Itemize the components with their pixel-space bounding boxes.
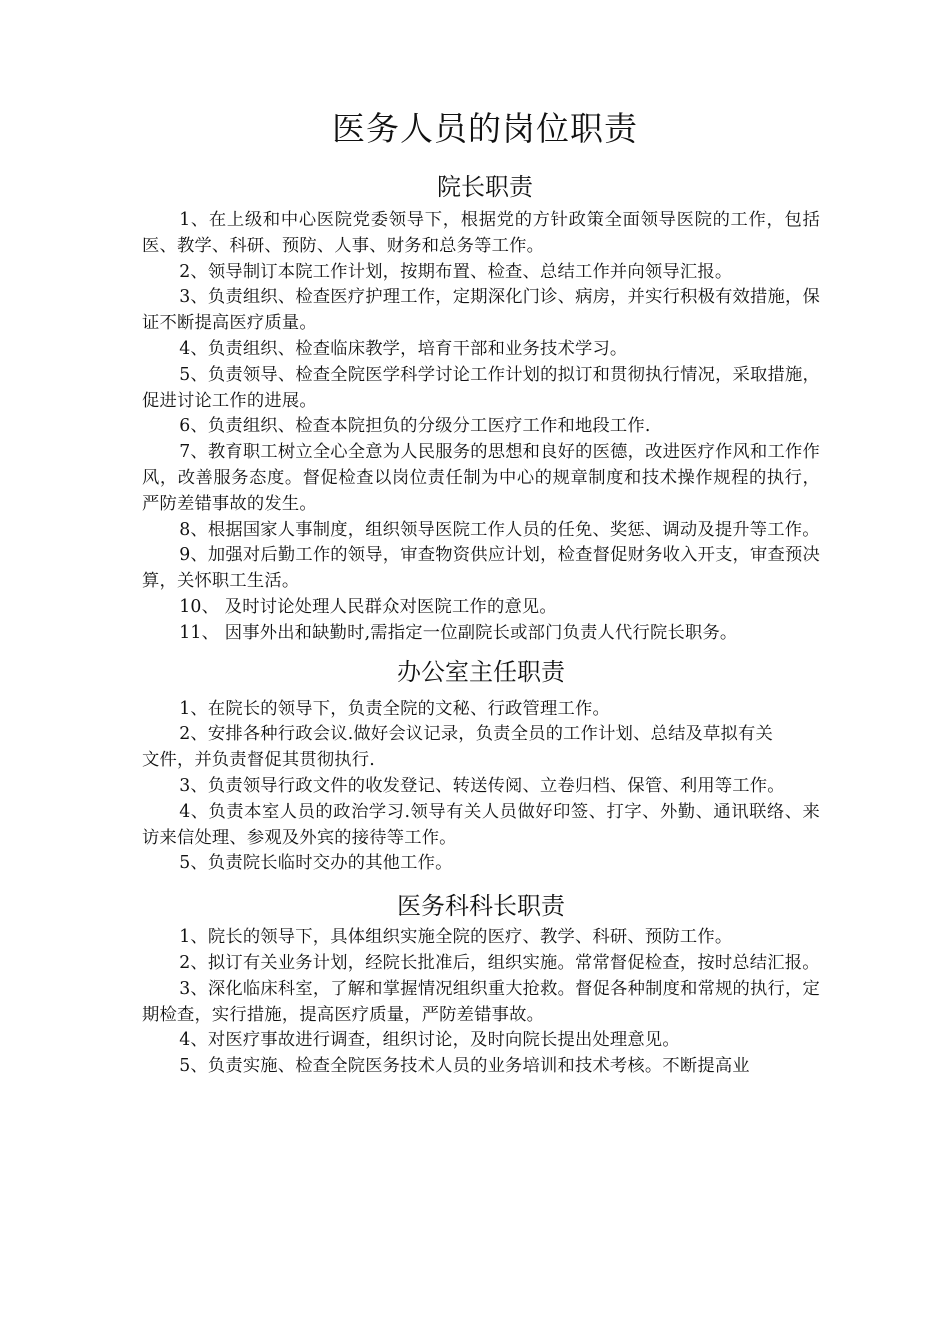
list-item: 8、根据国家人事制度，组织领导医院工作人员的任免、奖惩、调动及提升等工作。: [179, 519, 820, 540]
list-item: 5、负责领导、检查全院医学科学讨论工作计划的拟订和贯彻执行情况，采取措施，促进讨论工作的进展。: [142, 364, 820, 411]
list-item: 9、加强对后勤工作的领导，审查物资供应计划，检查督促财务收入开支，审查预决算，关怀职工生活。: [142, 545, 820, 592]
list-item: 6、负责组织、检查本院担负的分级分工医疗工作和地段工作.: [179, 416, 651, 437]
list-item: 5、负责实施、检查全院医务技术人员的业务培训和技术考核。不断提高业: [179, 1056, 750, 1077]
list-item: 1、在上级和中心医院党委领导下，根据党的方针政策全面领导医院的工作，包括医、教学、科研、预防、人事、财务和总务等工作。: [142, 210, 820, 256]
list-item: 3、负责领导行政文件的收发登记、转送传阅、立卷归档、保管、利用等工作。: [179, 775, 785, 796]
list-item: 11、 因事外出和缺勤时,需指定一位副院长或部门负责人代行院长职务。: [179, 622, 738, 643]
list-item: 7、教育职工树立全心全意为人民服务的思想和良好的医德，改进医疗作风和工作作风，改善服务态度。督促检查以岗位责任制为中心的规章制度和技术操作规程的执行，严防差错事故的发生。: [142, 442, 820, 514]
list-item-continuation: 文件，并负责督促其贯彻执行.: [142, 750, 375, 771]
list-item: 4、负责本室人员的政治学习.领导有关人员做好印签、打字、外勤、通讯联络、来访来信处理、参观及外宾的接待等工作。: [142, 801, 820, 848]
list-item: 2、拟订有关业务计划，经院长批准后，组织实施。常常督促检查，按时总结汇报。: [179, 952, 820, 973]
document-page: [142, 102, 820, 1080]
section-heading-office-director: 办公室主任职责: [397, 657, 565, 686]
list-item: 4、对医疗事故进行调查，组织讨论，及时向院长提出处理意见。: [179, 1030, 680, 1051]
section-heading-medical-affairs-chief: 医务科科长职责: [397, 892, 565, 921]
section-body-medical-affairs-chief: [142, 925, 820, 1080]
list-item: 3、深化临床科室，了解和掌握情况组织重大抢救。督促各种制度和常规的执行，定期检查，实行措施，提高医疗质量，严防差错事故。: [142, 978, 820, 1025]
section-body-president: [142, 208, 820, 647]
list-item: 1、院长的领导下，具体组织实施全院的医疗、教学、科研、预防工作。: [179, 927, 733, 948]
section-heading-president: 院长职责: [437, 173, 533, 201]
list-item: 4、负责组织、检查临床教学，培育干部和业务技术学习。: [179, 338, 628, 359]
list-item: 1、在院长的领导下，负责全院的文秘、行政管理工作。: [179, 698, 610, 719]
list-item: 10、 及时讨论处理人民群众对医院工作的意见。: [179, 596, 557, 617]
document-title: 医务人员的岗位职责: [332, 109, 638, 148]
list-item: 2、领导制订本院工作计划，按期布置、检查、总结工作并向领导汇报。: [179, 261, 733, 282]
section-body-office-director: [142, 697, 820, 878]
list-item: 2、安排各种行政会议.做好会议记录，负责全员的工作计划、总结及草拟有关: [179, 724, 773, 745]
list-item: 3、负责组织、检查医疗护理工作，定期深化门诊、病房，并实行积极有效措施，保证不断提高医疗质量。: [142, 287, 820, 334]
list-item: 5、负责院长临时交办的其他工作。: [179, 853, 453, 874]
